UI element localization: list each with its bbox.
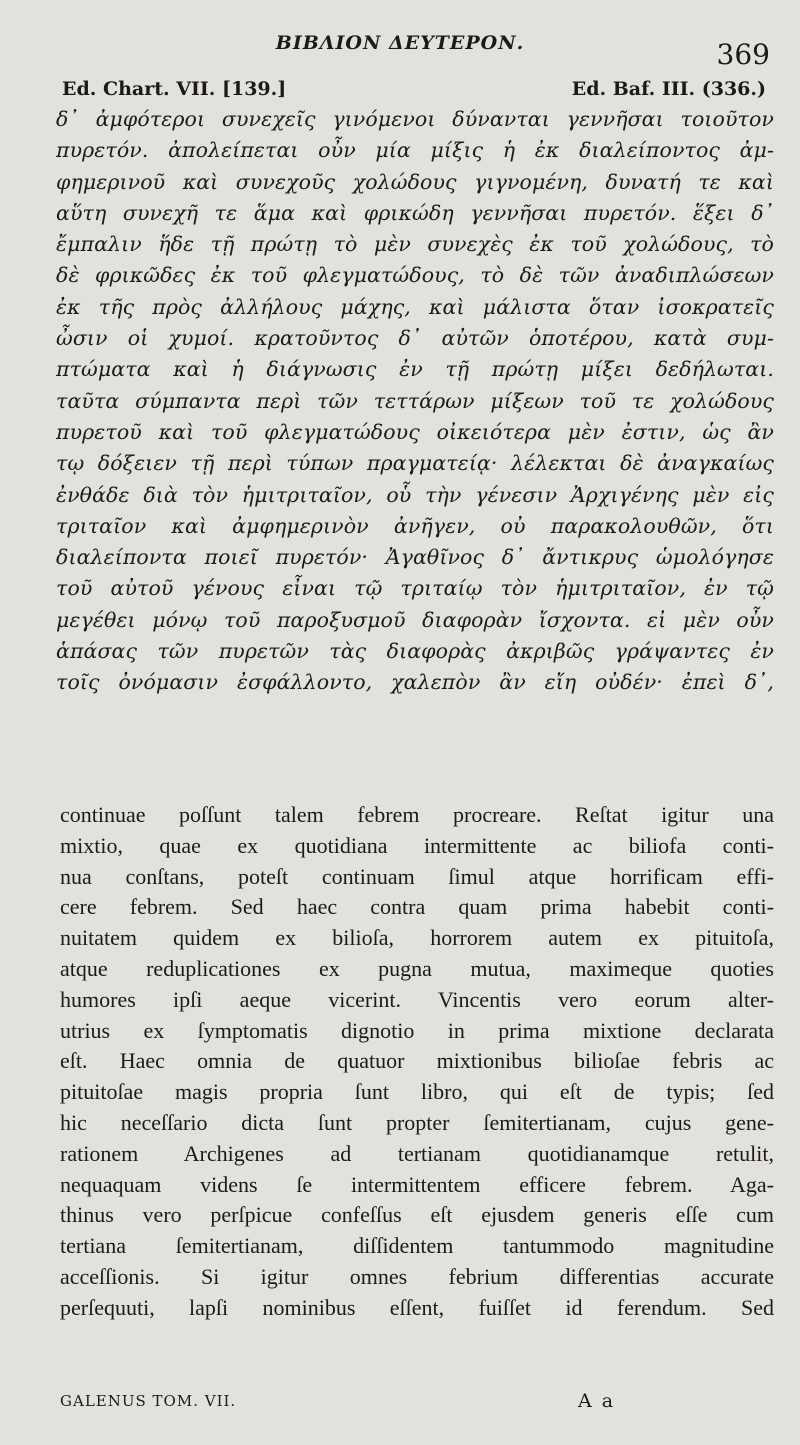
greek-text-line: πυρετόν. ἀπολείπεται οὖν μία μίξις ἡ ἐκ διαλείποντος ἀμ-: [56, 138, 774, 163]
latin-text-line: tertiana ſemitertianam, diſſidentem tantummodo magnitudine: [60, 1233, 774, 1259]
latin-text-line: eſt. Haec omnia de quatuor mixtionibus bilioſae febris ac: [60, 1048, 774, 1074]
greek-text-line: ταῦτα σύμπαντα περὶ τῶν τεττάρων μίξεων τοῦ τε χολώδους: [56, 388, 774, 413]
greek-text-line: τῳ δόξειεν τῇ περὶ τύπων πραγματείᾳ· λέλεκται δὲ ἀναγκαίως: [56, 451, 774, 476]
greek-text-line: πυρετοῦ καὶ τοῦ φλεγματώδους οἰκειότερα μὲν ἐστιν, ὡς ἂν: [56, 419, 774, 444]
greek-text-line: πτώματα καὶ ἡ διάγνωσις ἐν τῇ πρώτῃ μίξει δεδήλωται.: [56, 357, 774, 382]
latin-text-line: rationem Archigenes ad tertianam quotidianamque retulit,: [60, 1140, 774, 1166]
greek-text-line: δὲ φρικῶδες ἐκ τοῦ φλεγματώδους, τὸ δὲ τῶν ἀναδιπλώσεων: [56, 263, 774, 288]
latin-text-line: hic neceſſario dicta ſunt propter ſemitertianam, cujus gene-: [60, 1109, 774, 1135]
edition-reference-basel: Ed. Baf. III. (336.): [571, 78, 766, 100]
latin-text-line: nuitatem quidem ex bilioſa, horrorem autem ex pituitoſa,: [60, 925, 774, 951]
latin-text-line: pituitoſae magis propria ſunt libro, qui eſt de typis; ſed: [60, 1079, 774, 1105]
latin-text-line: acceſſionis. Si igitur omnes febrium differentias accurate: [60, 1263, 774, 1289]
latin-text-block: [60, 800, 774, 1324]
greek-text-line: τοῦ αὐτοῦ γένους εἶναι τῷ τριταίῳ τὸν ἡμιτριταῖον, ἐν τῷ: [56, 576, 774, 601]
greek-text-line: ἐκ τῆς πρὸς ἀλλήλους μάχης, καὶ μάλιστα ὅταν ἰσοκρατεῖς: [56, 294, 774, 319]
greek-text-line: φημερινοῦ καὶ συνεχοῦς χολώδους γιγνομένη, δυνατή τε καὶ: [56, 169, 774, 194]
greek-text-line: ἐνθάδε διὰ τὸν ἡμιτριταῖον, οὗ τὴν γένεσιν Ἀρχιγένης μὲν εἰς: [56, 482, 774, 507]
greek-text-line: ὦσιν οἱ χυμοί. κρατοῦντος δ᾽ αὐτῶν ὁποτέρου, κατὰ συμ-: [56, 326, 774, 351]
greek-text-line: ἁπάσας τῶν πυρετῶν τὰς διαφορὰς ἀκριβῶς γράψαντες ἐν: [56, 639, 774, 664]
greek-text-line: μεγέθει μόνῳ τοῦ παροξυσμοῦ διαφορὰν ἴσχοντα. εἰ μὲν οὖν: [56, 607, 774, 632]
page-number: 369: [716, 38, 770, 71]
latin-text-line: mixtio, quae ex quotidiana intermittente ac biliofa conti-: [60, 832, 774, 858]
signature-mark: A a: [578, 1390, 616, 1412]
latin-text-line: nua conſtans, poteſt continuam ſimul atque horrificam effi-: [60, 863, 774, 889]
latin-text-line: humores ipſi aeque vicerint. Vincentis vero eorum alter-: [60, 986, 774, 1012]
running-head: ΒΙΒΛΙΟΝ ΔΕΥΤΕΡΟΝ.: [275, 32, 525, 54]
latin-text-line: nequaquam videns ſe intermittentem efficere febrem. Aga-: [60, 1171, 774, 1197]
edition-reference-chartier: Ed. Chart. VII. [139.]: [62, 78, 287, 100]
greek-text-line: διαλείποντα ποιεῖ πυρετόν· Ἀγαθῖνος δ᾽ ἄντικρυς ὡμολόγησε: [56, 545, 774, 570]
latin-text-line: cere febrem. Sed haec contra quam prima habebit conti-: [60, 894, 774, 920]
latin-text-line: continuae poſſunt talem febrem procreare. Reſtat igitur una: [60, 802, 774, 827]
greek-text-line: τριταῖον καὶ ἀμφημερινὸν ἀνῆγεν, οὐ παρακολουθῶν, ὅτι: [56, 513, 774, 538]
latin-text-line: utrius ex ſymptomatis dignotio in prima mixtione declarata: [60, 1017, 774, 1043]
latin-text-line: perſequuti, lapſi nominibus eſſent, fuiſſet id ferendum. Sed: [60, 1294, 774, 1320]
greek-text-block: [56, 104, 774, 699]
latin-text-line: thinus vero perſpicue confeſſus eſt ejusdem generis eſſe cum: [60, 1202, 774, 1228]
greek-text-line: ἔμπαλιν ἥδε τῇ πρώτῃ τὸ μὲν συνεχὲς ἐκ τοῦ χολώδους, τὸ: [56, 232, 774, 257]
greek-text-line: δ᾽ ἀμφότεροι συνεχεῖς γινόμενοι δύνανται γεννῆσαι τοιοῦτον: [56, 107, 774, 131]
footer-signature: GALENUS TOM. VII.: [60, 1392, 237, 1410]
latin-text-line: atque reduplicationes ex pugna mutua, maximeque quoties: [60, 955, 774, 981]
greek-text-line: αὕτη συνεχῆ τε ἅμα καὶ φρικώδη γεννῆσαι πυρετόν. ἕξει δ᾽: [56, 200, 774, 225]
greek-text-line: τοῖς ὀνόμασιν ἐσφάλλοντο, χαλεπὸν ἂν εἴη οὐδέν· ἐπεὶ δ᾽,: [56, 670, 774, 695]
